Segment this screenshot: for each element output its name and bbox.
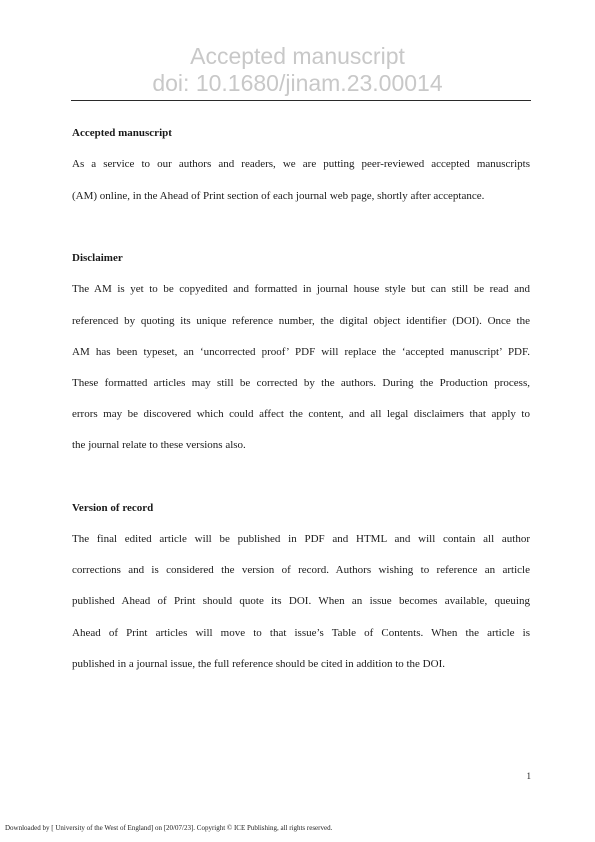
- paragraph-line: errors may be discovered which could affect the content, and all legal disclaimers that apply to: [72, 408, 530, 420]
- section-heading-accepted-manuscript: Accepted manuscript: [72, 127, 172, 139]
- paragraph-line: published Ahead of Print should quote its DOI. When an issue becomes available, queuing: [72, 595, 530, 607]
- paragraph-line: Ahead of Print articles will move to that issue’s Table of Contents. When the article is: [72, 627, 530, 639]
- paragraph-line: (AM) online, in the Ahead of Print section of each journal web page, shortly after acceptance.: [72, 190, 485, 202]
- page-number: 1: [526, 771, 531, 781]
- section-heading-version-of-record: Version of record: [72, 502, 154, 514]
- watermark-title: Accepted manuscript: [190, 43, 405, 69]
- paragraph-line: published in a journal issue, the full reference should be cited in addition to the DOI.: [72, 658, 445, 670]
- paragraph-line: the journal relate to these versions also.: [72, 439, 246, 451]
- paragraph-line: The AM is yet to be copyedited and formatted in journal house style but can still be read and: [72, 283, 530, 295]
- paragraph-line: As a service to our authors and readers, we are putting peer-reviewed accepted manuscripts: [72, 158, 530, 170]
- download-footer: Downloaded by [ University of the West of England] on [20/07/23]. Copyright © ICE Publishing, all rights reserved.: [5, 824, 333, 832]
- section-heading-disclaimer: Disclaimer: [72, 252, 123, 264]
- paragraph-line: referenced by quoting its unique reference number, the digital object identifier (DOI). Once the: [72, 315, 530, 327]
- paragraph-line: The final edited article will be published in PDF and HTML and will contain all author: [72, 533, 530, 545]
- paragraph-line: AM has been typeset, an ‘uncorrected proof’ PDF will replace the ‘accepted manuscript’ PDF.: [72, 346, 530, 358]
- watermark-doi: doi: 10.1680/jinam.23.00014: [152, 70, 443, 96]
- header-rule: [71, 100, 531, 101]
- paragraph-line: corrections and is considered the version of record. Authors wishing to reference an article: [72, 564, 530, 576]
- paragraph-line: These formatted articles may still be corrected by the authors. During the Production process,: [72, 377, 530, 389]
- watermark: [0, 43, 595, 97]
